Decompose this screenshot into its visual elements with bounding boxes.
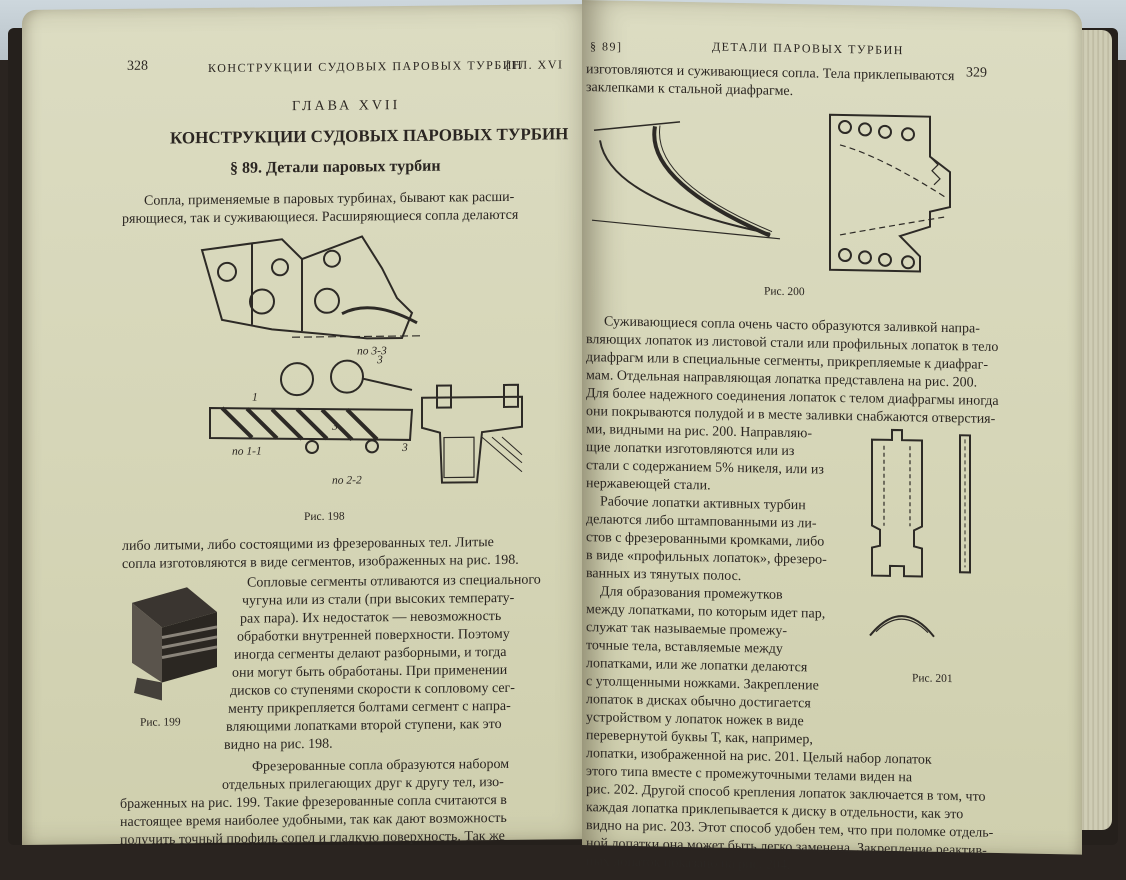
figure-label: 3 [332,420,338,433]
figure-198 [182,227,522,501]
text-line: диафрагм или в специальные сегменты, прикрепляемые к диафраг- [586,350,989,373]
text-line: сопла изготовляются в виде сегментов, изображенных на рис. 198. [122,552,519,572]
text-line: Для образования промежутков [600,584,783,603]
figure-label: 3 [402,441,408,455]
text-line: дисков со ступенями скорости к сопловому сег- [230,680,515,699]
text-line: видно на рис. 198. [224,736,333,753]
text-line: точные тела, вставляемые между [586,638,783,657]
text-line: рах пара). Их недостаток — невозможность [240,608,502,627]
text-line: этого типа вместе с промежуточными телами виден на [586,764,913,786]
text-line: ванных из тянутых полос. [586,566,742,585]
figure-label: по 2-2 [332,474,362,487]
text-line: они могут быть обработаны. При применении [232,662,508,681]
text-line: лопатками, или же лопатки делаются [586,656,808,676]
text-line: нержавеющей стали. [586,476,711,494]
text-line: ных лопаток показано на рис. 204. [586,854,791,874]
text-line: лопатки, изображенной на рис. 201. Целый набор лопаток [586,746,932,768]
text-line: обработки внутренней поверхности. Поэтому [237,626,510,645]
figure-199 [122,582,222,703]
text-line: стали с содержанием 5% никеля, или из [586,458,824,478]
running-head: КОНСТРУКЦИИ СУДОВЫХ ПАРОВЫХ ТУРБИН [208,57,524,76]
text-line: вляющими лопатками второй ступени, как это [226,716,502,735]
figure-label: 1 [252,391,258,404]
text-line: видно на рис. 203. Этот способ удобен тем, что при поломке отдель- [586,818,994,841]
text-line: стов с фрезерованными кромками, либо [586,530,825,550]
figure-label: по 1-1 [232,445,262,458]
figure-caption: Рис. 200 [764,285,805,299]
text-line: Сопла, применяемые в паровых турбинах, бывают как расши- [144,189,515,209]
text-line: изготовляются и суживающиеся сопла. Тела приклепываются [586,62,955,85]
text-line: рис. 202. Другой способ крепления лопаток заключается в том, что [586,782,986,805]
text-line: ной лопатки она может быть легко заменена. Закрепление реактив- [586,836,987,859]
text-line: ряющиеся, так и суживающиеся. Расширяющиеся сопла делаются [122,207,519,227]
section-title: § 89. Детали паровых турбин [230,157,441,177]
text-line: служат так называемые промежу- [586,620,788,639]
left-page [22,4,600,848]
text-line: щие лопатки изготовляются или из [586,440,795,460]
text-line: либо литыми, либо состоящими из фрезерованных тел. Литые [122,535,494,554]
running-head-section: § 89] [590,39,623,54]
figure-201 [862,425,1002,658]
figure-200 [590,110,990,288]
text-line: мам. Отдельная направляющая лопатка представлена на рис. 200. [586,368,978,391]
text-line: браженных на рис. 199. Такие фрезерованные сопла считаются в [120,792,507,812]
text-line: вляющих лопаток из листовой стали или профильных лопаток в тело [586,332,999,355]
text-line: между лопатками, по которым идет пар, [586,602,826,622]
figure-caption: Рис. 198 [304,510,345,524]
page-number: 329 [966,65,987,81]
figure-caption: Рис. 199 [140,716,181,729]
text-line: ми, видными на рис. 200. Направляю- [586,422,813,442]
right-page [582,0,1082,874]
text-line: заклепками к стальной диафрагме. [586,80,794,100]
text-line: менту прикрепляется болтами сегмент с напра- [228,698,511,717]
figure-label: 3 [377,354,383,367]
chapter-title: КОНСТРУКЦИИ СУДОВЫХ ПАРОВЫХ ТУРБИН [170,124,569,148]
text-line: отдельных прилегающих друг к другу тел, изо- [222,774,504,793]
text-line: Фрезерованные сопла образуются набором [252,756,510,775]
text-line: делаются либо штампованными из ли- [586,512,817,532]
text-line: Рабочие лопатки активных турбин [600,494,806,514]
text-line: Сопловые сегменты отливаются из специального [247,572,541,591]
text-line: в виде «профильных лопаток», фрезеро- [586,548,827,568]
figure-label: по 3-3 [357,345,387,358]
chapter-label: ГЛАВА XVII [292,98,401,115]
text-line: лопаток в дисках обычно достигается [586,692,811,712]
text-line: устройством у лопаток ножек в виде [586,710,804,730]
page-number: 328 [127,58,148,74]
text-line: Суживающиеся сопла очень часто образуются заливкой напра- [604,314,980,337]
text-line: Для более надежного соединения лопаток с телом диафрагмы иногда [586,386,999,409]
text-line: настоящее время наиболее удобными, так как дают возможность [120,810,507,830]
running-head: ДЕТАЛИ ПАРОВЫХ ТУРБИН [712,39,904,58]
text-line: чугуна или из стали (при высоких температу- [242,590,515,609]
text-line: с утолщенными ножками. Закрепление [586,674,819,694]
text-line: они покрываются полудой и в месте заливки снабжаются отверстия- [586,404,996,427]
running-head-chapter: [ГЛ. XVI [506,57,564,72]
figure-caption: Рис. 201 [912,672,953,686]
text-line: каждая лопатка приклепывается к диску в отдельности, как это [586,800,964,823]
text-line: получить точный профиль сопел и гладкую поверхность. Так же [120,828,505,848]
text-line: иногда сегменты делают разборными, и тогда [234,644,507,663]
text-line: перевернутой буквы Т, как, например, [586,728,813,748]
